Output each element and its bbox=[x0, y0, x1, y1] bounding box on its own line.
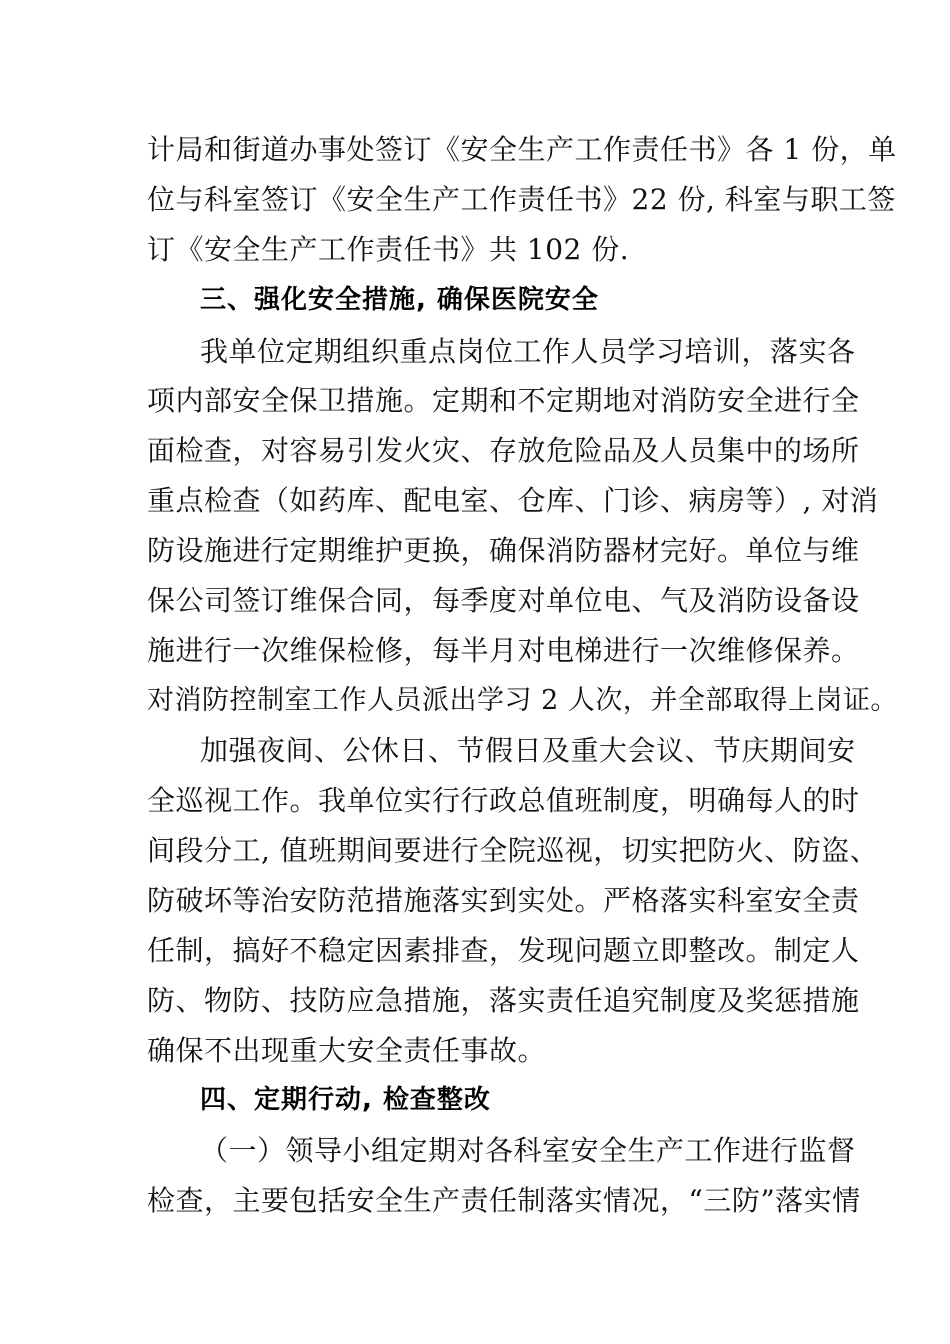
text-line: 订《安全生产工作责任书》共 102 份. bbox=[147, 233, 630, 266]
text-line: 检查，主要包括安全生产责任制落实情况，“三防”落实情 bbox=[147, 1184, 861, 1217]
text-line: 面检查，对容易引发火灾、存放危险品及人员集中的场所 bbox=[147, 434, 860, 467]
section-heading: 四、定期行动, 检查整改 bbox=[200, 1085, 491, 1115]
text-line: 计局和街道办事处签订《安全生产工作责任书》各 1 份，单 bbox=[147, 133, 897, 166]
text-line: 加强夜间、公休日、节假日及重大会议、节庆期间安 bbox=[200, 734, 856, 767]
text-line: 施进行一次维保检修，每半月对电梯进行一次维修保养。 bbox=[147, 634, 860, 667]
text-line: （一）领导小组定期对各科室安全生产工作进行监督 bbox=[200, 1134, 856, 1167]
text-line: 任制，搞好不稳定因素排查，发现问题立即整改。制定人 bbox=[147, 934, 860, 967]
text-line: 重点检查（如药库、配电室、仓库、门诊、病房等）, 对消 bbox=[147, 484, 879, 517]
text-line: 项内部安全保卫措施。定期和不定期地对消防安全进行全 bbox=[147, 384, 860, 417]
text-line: 防设施进行定期维护更换，确保消防器材完好。单位与维 bbox=[147, 534, 860, 567]
section-heading: 三、强化安全措施, 确保医院安全 bbox=[200, 285, 599, 315]
text-line: 保公司签订维保合同，每季度对单位电、气及消防设备设 bbox=[147, 584, 860, 617]
text-line: 防破坏等治安防范措施落实到实处。严格落实科室安全责 bbox=[147, 884, 860, 917]
text-line: 对消防控制室工作人员派出学习 2 人次，并全部取得上岗证。 bbox=[147, 685, 898, 716]
text-line: 确保不出现重大安全责任事故。 bbox=[147, 1034, 547, 1067]
text-line: 我单位定期组织重点岗位工作人员学习培训，落实各 bbox=[200, 335, 856, 368]
text-line: 防、物防、技防应急措施，落实责任追究制度及奖惩措施 bbox=[147, 984, 860, 1017]
text-line: 位与科室签订《安全生产工作责任书》22 份, 科室与职工签 bbox=[147, 183, 896, 216]
text-line: 全巡视工作。我单位实行行政总值班制度，明确每人的时 bbox=[147, 784, 860, 817]
text-line: 间段分工, 值班期间要进行全院巡视，切实把防火、防盗、 bbox=[147, 834, 879, 867]
